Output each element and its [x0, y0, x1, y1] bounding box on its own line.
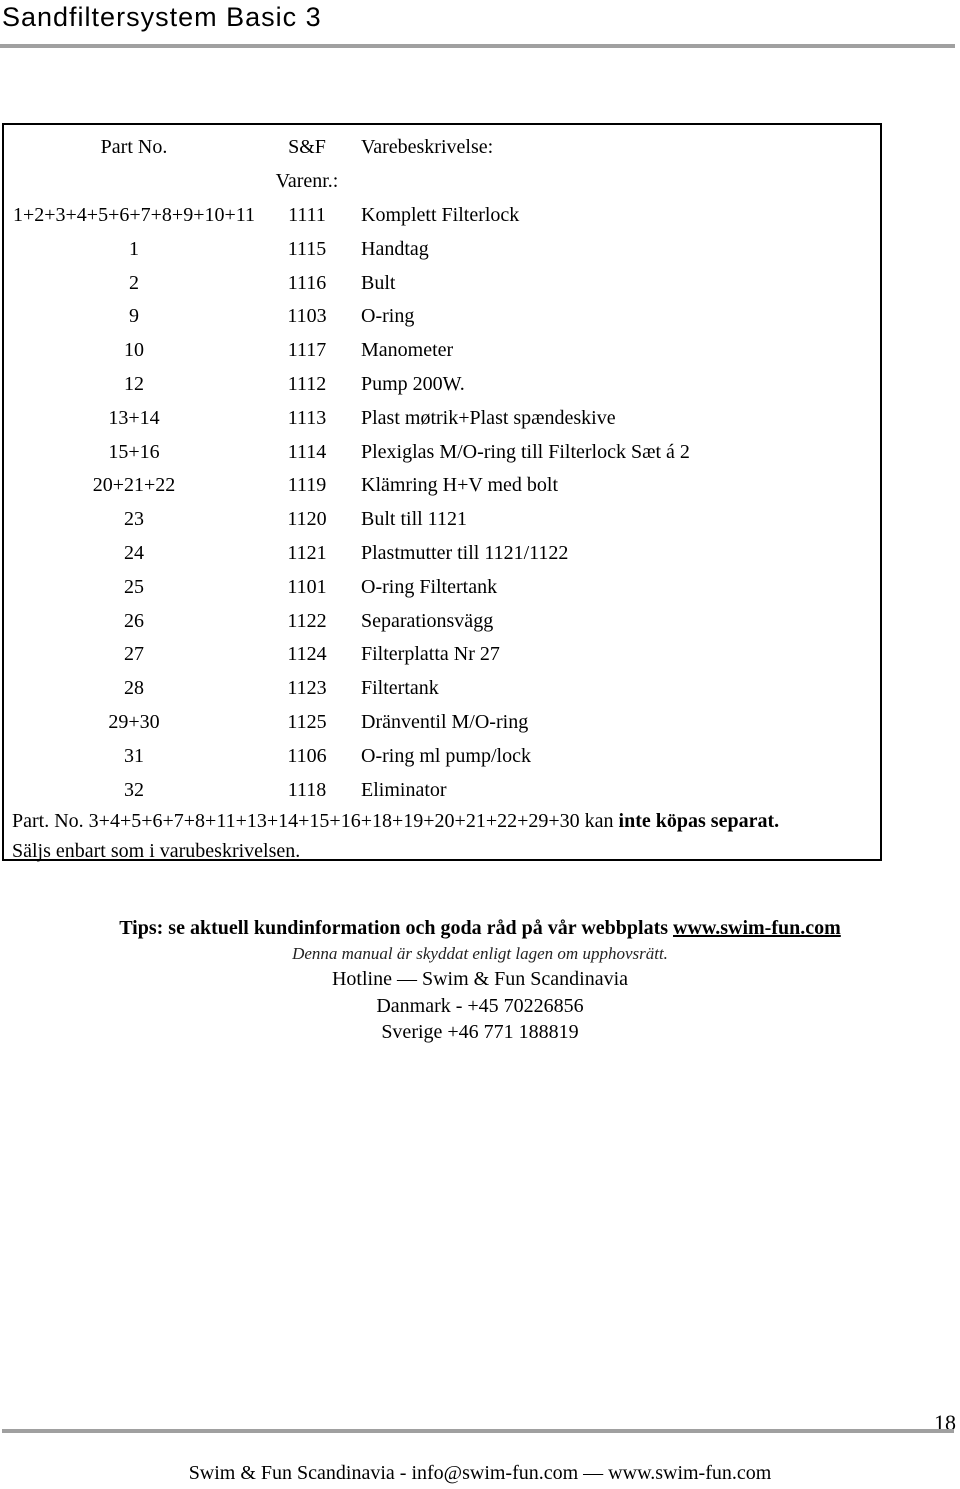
table-row	[4, 468, 884, 502]
cell-sf-varenr: 1123	[287, 677, 327, 700]
parts-table	[2, 123, 882, 861]
sverige-phone: Sverige +46 771 188819	[381, 1021, 579, 1043]
cell-sf-varenr: 1113	[287, 406, 327, 429]
copyright-notice: Denna manual är skyddat enligt lagen om upphovsrätt.	[292, 944, 668, 963]
cell-part-no: 9	[129, 305, 139, 328]
cell-sf-varenr: 1112	[287, 373, 327, 395]
cell-part-no: 25	[124, 575, 144, 598]
cell-description: Dränventil M/O-ring	[361, 711, 529, 733]
cell-sf-varenr: 1114	[287, 440, 327, 463]
cell-description: Separationsvägg	[361, 609, 494, 632]
cell-sf-varenr: 1118	[287, 778, 327, 801]
cell-part-no: 27	[124, 643, 144, 666]
cell-description: Bult	[361, 271, 396, 294]
table-row	[4, 570, 884, 604]
header-varenr: Varenr.:	[275, 170, 339, 192]
cell-sf-varenr: 1106	[287, 744, 327, 767]
tips-text: Tips: se aktuell kundinformation och goda råd på vår webbplats	[119, 917, 674, 939]
cell-description: Plast møtrik+Plast spændeskive	[361, 406, 616, 429]
table-row	[4, 536, 884, 570]
cell-part-no: 24	[124, 542, 144, 564]
cell-part-no: 1+2+3+4+5+6+7+8+9+10+11	[12, 204, 256, 226]
cell-part-no: 29+30	[108, 711, 160, 733]
header-sf: S&F	[288, 136, 326, 158]
table-note-line-1	[12, 806, 882, 836]
cell-description: Bult till 1121	[361, 508, 467, 531]
cell-description: Eliminator	[361, 778, 447, 801]
cell-description: Manometer	[361, 339, 454, 362]
cell-sf-varenr: 1125	[287, 711, 327, 733]
footer-divider	[2, 1429, 954, 1433]
cell-part-no: 28	[124, 677, 144, 700]
cell-sf-varenr: 1119	[287, 474, 327, 497]
tips-line	[0, 917, 960, 940]
cell-description: Klämring H+V med bolt	[361, 474, 559, 497]
table-row	[4, 333, 884, 367]
cell-description: Handtag	[361, 237, 429, 260]
cell-description: O-ring	[361, 305, 415, 328]
website-link[interactable]: www.swim-fun.com	[673, 917, 841, 939]
cell-part-no: 23	[124, 508, 144, 531]
table-note-line-2: Säljs enbart som i varubeskrivelsen.	[12, 840, 301, 862]
cell-sf-varenr: 1103	[287, 305, 327, 328]
table-row	[4, 671, 884, 705]
header-description: Varebeskrivelse:	[361, 136, 494, 158]
cell-part-no: 20+21+22	[92, 474, 176, 497]
table-row	[4, 739, 884, 773]
danmark-phone: Danmark - +45 70226856	[376, 995, 584, 1017]
cell-sf-varenr: 1121	[287, 542, 327, 564]
header-part-no: Part No.	[100, 136, 168, 158]
cell-sf-varenr: 1124	[287, 643, 327, 666]
cell-sf-varenr: 1116	[287, 271, 327, 294]
cell-description: Komplett Filterlock	[361, 204, 520, 226]
table-row	[4, 604, 884, 638]
cell-sf-varenr: 1122	[287, 609, 327, 632]
table-note-prefix: Part. No. 3+4+5+6+7+8+11+13+14+15+16+18+19+20+21+22+29+30 kan	[12, 810, 619, 832]
table-row	[4, 266, 884, 300]
cell-description: Plexiglas M/O-ring till Filterlock Sæt á 2	[361, 440, 690, 463]
table-row	[4, 502, 884, 536]
title-divider	[0, 44, 955, 48]
cell-part-no: 12	[124, 373, 144, 395]
cell-sf-varenr: 1111	[288, 204, 326, 226]
cell-part-no: 13+14	[108, 406, 160, 429]
cell-part-no: 10	[124, 339, 144, 362]
cell-part-no: 32	[124, 778, 144, 801]
table-note-bold: inte köpas separat.	[618, 810, 780, 832]
hotline-line: Hotline — Swim & Fun Scandinavia	[331, 968, 629, 990]
table-row	[4, 367, 884, 401]
table-row	[4, 299, 884, 333]
table-header-row-2	[4, 164, 884, 198]
table-row	[4, 232, 884, 266]
page-footer: Swim & Fun Scandinavia - info@swim-fun.com — www.swim-fun.com	[188, 1462, 772, 1484]
cell-sf-varenr: 1101	[287, 575, 327, 598]
cell-description: O-ring ml pump/lock	[361, 744, 531, 767]
cell-description: O-ring Filtertank	[361, 575, 498, 598]
cell-sf-varenr: 1117	[287, 339, 327, 362]
table-row	[4, 705, 884, 739]
table-row	[4, 773, 884, 807]
table-row	[4, 637, 884, 671]
table-row	[4, 198, 884, 232]
table-row	[4, 435, 884, 469]
cell-sf-varenr: 1120	[287, 508, 327, 531]
cell-part-no: 15+16	[108, 440, 160, 463]
cell-part-no: 1	[129, 237, 139, 260]
cell-part-no: 2	[129, 271, 139, 294]
cell-part-no: 26	[124, 609, 144, 632]
cell-part-no: 31	[124, 744, 144, 767]
page-title: Sandfiltersystem Basic 3	[2, 2, 322, 32]
cell-description: Filtertank	[361, 677, 439, 700]
table-header-row	[4, 130, 884, 164]
cell-sf-varenr: 1115	[287, 237, 327, 260]
page-number: 18	[934, 1410, 956, 1435]
cell-description: Plastmutter till 1121/1122	[361, 542, 569, 564]
cell-description: Pump 200W.	[361, 373, 465, 395]
cell-description: Filterplatta Nr 27	[361, 643, 500, 666]
table-row	[4, 401, 884, 435]
